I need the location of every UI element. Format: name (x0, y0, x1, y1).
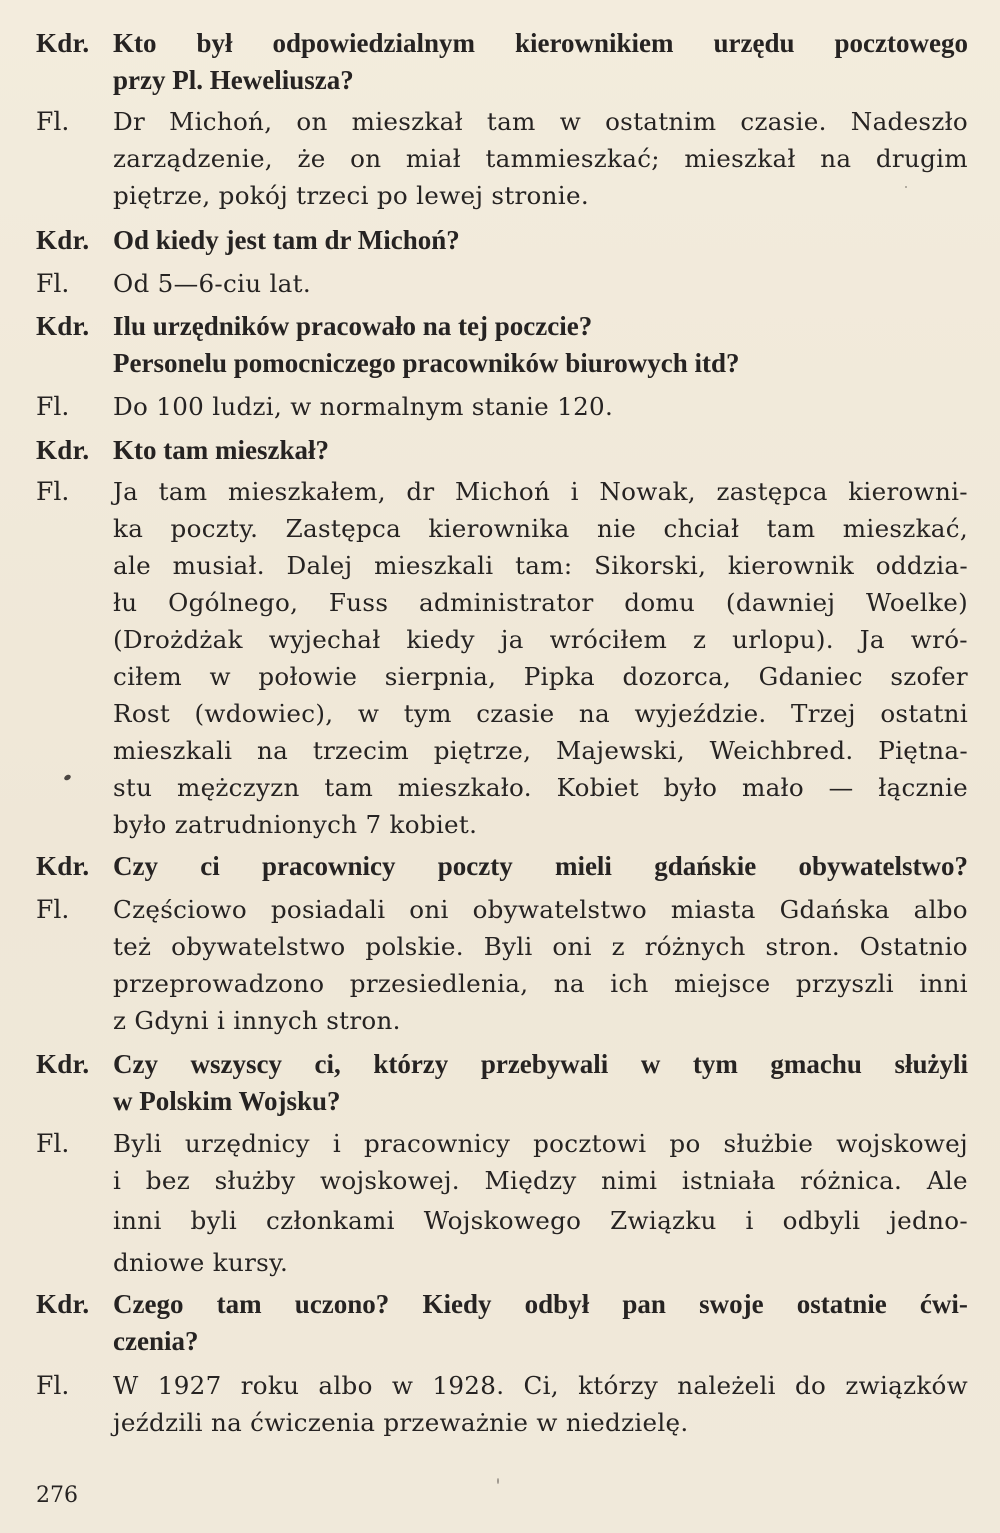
speaker-label: Kdr. (36, 1049, 90, 1079)
ink-speck (63, 774, 72, 782)
speaker-label: Fl. (36, 107, 70, 136)
speaker-label: Kdr. (36, 851, 90, 881)
text-line: Czy wszyscy ci, którzy przebywali w tym gmachu służyli (113, 1049, 968, 1079)
text-line: było zatrudnionych 7 kobiet. (113, 810, 478, 839)
speaker-label: Fl. (36, 392, 70, 421)
text-line: Ilu urzędników pracowało na tej poczcie? (113, 311, 593, 341)
speaker-label: Kdr. (36, 225, 90, 255)
text-line: Od 5—6-ciu lat. (113, 269, 311, 298)
text-line: dniowe kursy. (113, 1248, 289, 1277)
speaker-label: Fl. (36, 1371, 70, 1400)
text-line: przeprowadzono przesiedlenia, na ich miejsce przyszli inni (113, 969, 968, 998)
speaker-label: Fl. (36, 895, 70, 924)
text-line: Kto tam mieszkał? (113, 435, 329, 465)
text-line: jeździli na ćwiczenia przeważnie w niedzielę. (113, 1408, 689, 1437)
text-line: Do 100 ludzi, w normalnym stanie 120. (113, 392, 614, 421)
speaker-label: Fl. (36, 269, 70, 298)
speaker-label: Kdr. (36, 28, 90, 58)
text-line: Byli urzędnicy i pracownicy pocztowi po służbie wojskowej (113, 1129, 968, 1158)
text-line: Czy ci pracownicy poczty mieli gdańskie obywatelstwo? (113, 851, 968, 881)
text-line: stu mężczyzn tam mieszkało. Kobiet było mało — łącznie (113, 773, 968, 802)
speaker-label: Kdr. (36, 435, 90, 465)
text-line: i bez służby wojskowej. Między nimi istniała różnica. Ale (113, 1166, 968, 1195)
text-line: inni byli członkami Wojskowego Związku i odbyli jedno- (113, 1206, 968, 1235)
text-line: też obywatelstwo polskie. Byli oni z różnych stron. Ostatnio (113, 932, 968, 961)
text-line: mieszkali na trzecim piętrze, Majewski, Weichbred. Piętna- (113, 736, 968, 765)
text-line: piętrze, pokój trzeci po lewej stronie. (113, 181, 589, 210)
speaker-label: Kdr. (36, 1289, 90, 1319)
text-line: ciłem w połowie sierpnia, Pipka dozorca, Gdaniec szofer (113, 662, 968, 691)
text-line: w Polskim Wojsku? (113, 1086, 341, 1116)
text-line: Częściowo posiadali oni obywatelstwo miasta Gdańska albo (113, 895, 968, 924)
speaker-label: Kdr. (36, 311, 90, 341)
ink-speck (905, 186, 907, 188)
text-line: zarządzenie, że on miał tammieszkać; mieszkał na drugim (113, 144, 968, 173)
text-line: ale musiał. Dalej mieszkali tam: Sikorski, kierownik oddzia- (113, 551, 968, 580)
text-line: czenia? (113, 1326, 199, 1356)
page-number: 276 (36, 1483, 78, 1508)
text-line: Dr Michoń, on mieszkał tam w ostatnim czasie. Nadeszło (113, 107, 968, 136)
text-line: (Drożdżak wyjechał kiedy ja wróciłem z urlopu). Ja wró- (113, 625, 968, 654)
text-line: Kto był odpowiedzialnym kierownikiem urzędu pocztowego (113, 28, 968, 58)
text-line: z Gdyni i innych stron. (113, 1006, 401, 1035)
text-line: ka poczty. Zastępca kierownika nie chciał tam mieszkać, (113, 514, 968, 543)
text-line: Rost (wdowiec), w tym czasie na wyjeździe. Trzej ostatni (113, 699, 968, 728)
text-line: W 1927 roku albo w 1928. Ci, którzy należeli do związków (113, 1371, 968, 1400)
text-line: Ja tam mieszkałem, dr Michoń i Nowak, zastępca kierowni- (113, 477, 968, 506)
speaker-label: Fl. (36, 477, 70, 506)
text-line: Od kiedy jest tam dr Michoń? (113, 225, 460, 255)
text-line: Personelu pomocniczego pracowników biurowych itd? (113, 348, 740, 378)
ink-speck (497, 1478, 499, 1484)
text-line: łu Ogólnego, Fuss administrator domu (dawniej Woelke) (113, 588, 968, 617)
speaker-label: Fl. (36, 1129, 70, 1158)
text-line: Czego tam uczono? Kiedy odbył pan swoje ostatnie ćwi- (113, 1289, 968, 1319)
text-line: przy Pl. Heweliusza? (113, 65, 354, 95)
